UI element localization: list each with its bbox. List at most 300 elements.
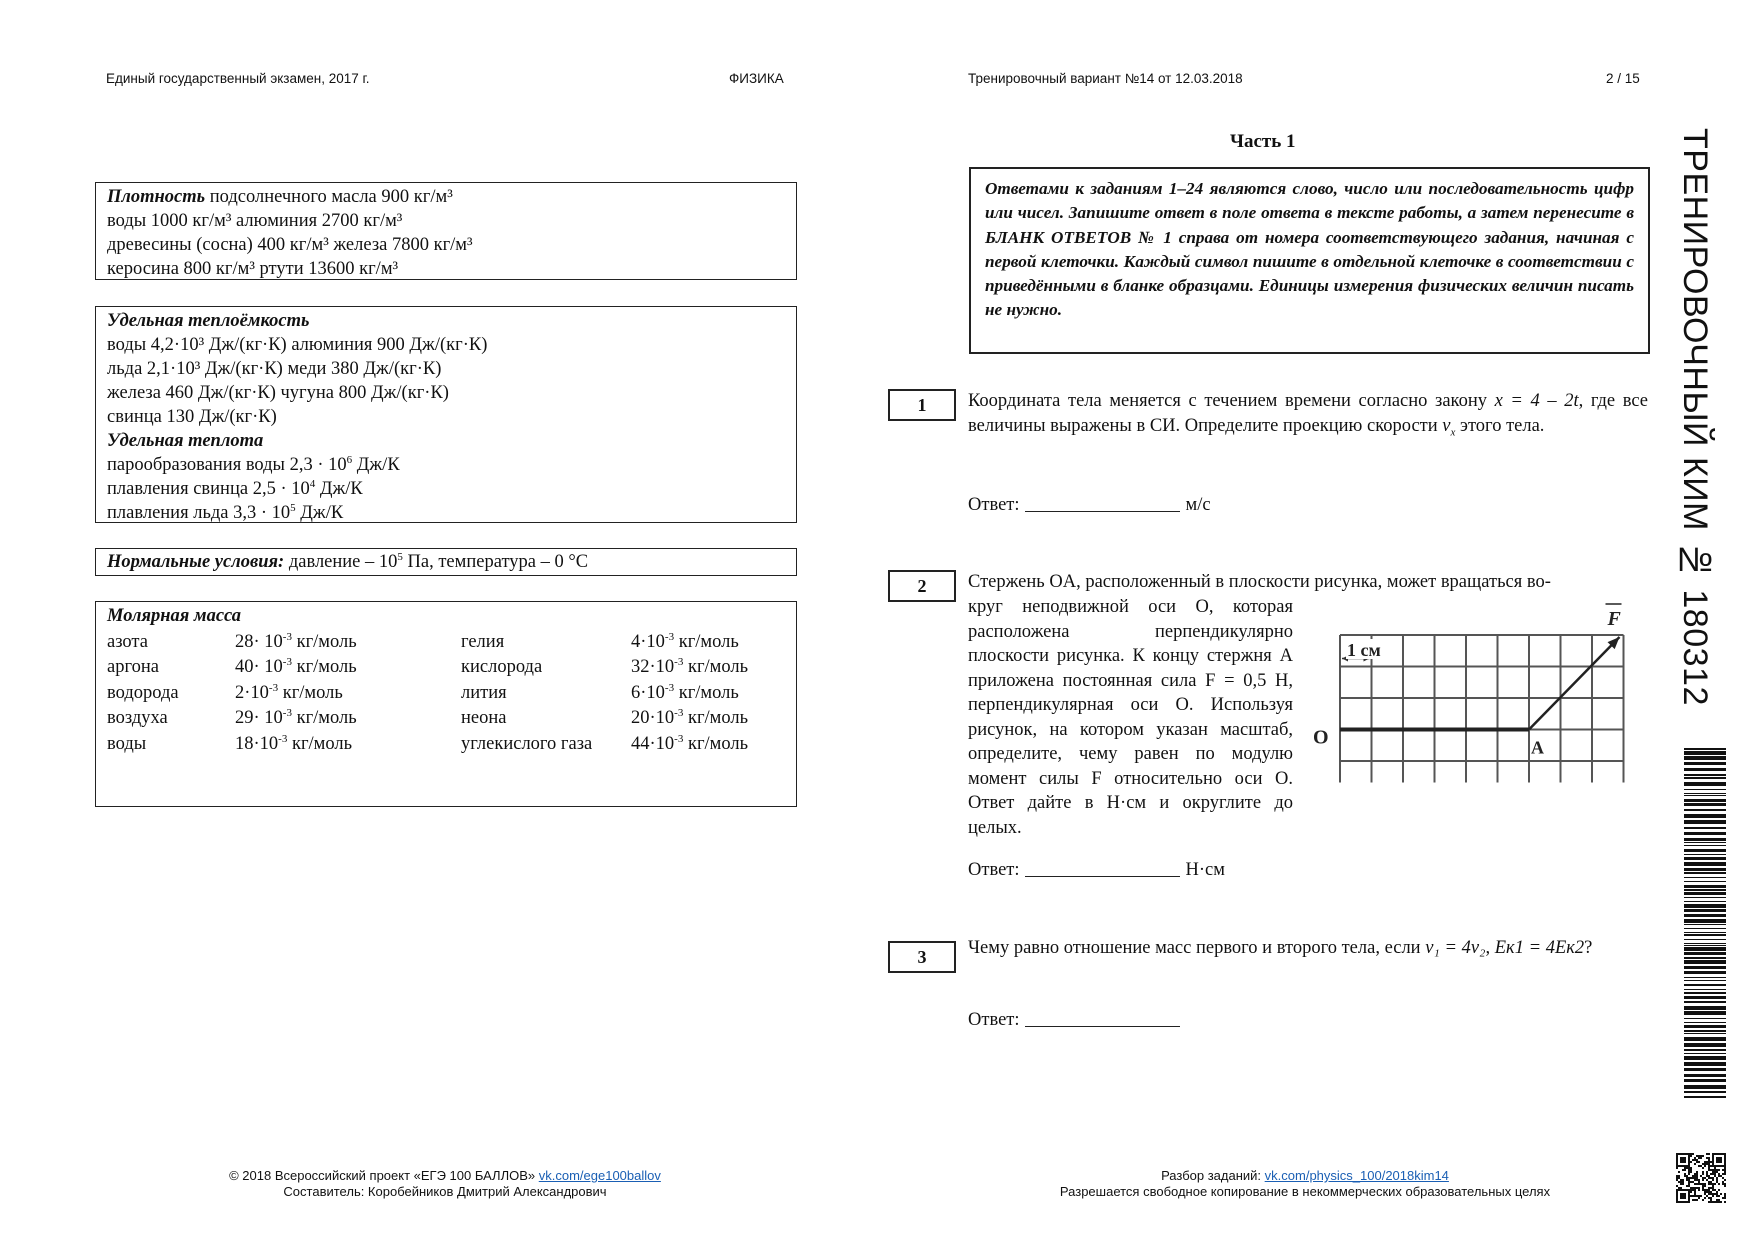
qr-finder-center (1680, 1157, 1686, 1163)
barcode-bar (1684, 1022, 1726, 1023)
qr-module (1694, 1163, 1696, 1165)
ege100-link[interactable]: vk.com/ege100ballov (538, 1168, 661, 1183)
header-variant: Тренировочный вариант №14 от 12.03.2018 (968, 71, 1243, 86)
qr-module (1716, 1193, 1718, 1195)
qr-module (1722, 1173, 1724, 1175)
barcode-bar (1684, 814, 1726, 818)
qr-module (1686, 1185, 1688, 1187)
answer-2 (968, 858, 1225, 881)
barcode-bar (1684, 901, 1726, 902)
qr-module (1686, 1179, 1688, 1181)
qr-module (1718, 1183, 1720, 1185)
qr-module (1694, 1159, 1696, 1161)
specific-heat-row: парообразования воды $2,3 \cdot 10^6$ Дж/К (107, 453, 400, 475)
qr-module (1694, 1189, 1696, 1191)
molar-substance-name: водорода (107, 682, 179, 703)
barcode-bar (1684, 854, 1726, 855)
qr-module (1698, 1157, 1700, 1159)
qr-module (1724, 1185, 1726, 1187)
qr-module (1688, 1171, 1690, 1173)
qr-module (1680, 1181, 1682, 1183)
specific-heat-row: плавления льда $3,3 \cdot 10^5$ Дж/К (107, 501, 344, 523)
qr-module (1700, 1155, 1702, 1157)
qr-module (1678, 1177, 1680, 1179)
qr-module (1704, 1163, 1706, 1165)
molar-substance-name: углекислого газа (461, 733, 593, 754)
qr-module (1706, 1163, 1708, 1165)
qr-module (1692, 1195, 1694, 1197)
header-exam-title: Единый государственный экзамен, 2017 г. (106, 71, 370, 86)
qr-module (1718, 1173, 1720, 1175)
qr-module (1698, 1155, 1700, 1157)
footer-left: © 2018 Всероссийский проект «ЕГЭ 100 БАЛЛОВ» vk.com/ege100ballov Составитель: Коробейников Дмитрий Александрович (229, 1168, 661, 1199)
qr-module (1704, 1197, 1706, 1199)
heat-capacity-line: свинца 130 Дж/(кг·К) (107, 407, 277, 427)
qr-module (1706, 1175, 1708, 1177)
qr-module (1708, 1183, 1710, 1185)
answer-label: Ответ: (968, 860, 1020, 880)
qr-module (1718, 1169, 1720, 1171)
qr-module (1708, 1157, 1710, 1159)
barcode-bar (1684, 1085, 1726, 1089)
barcode-bar (1684, 820, 1726, 824)
qr-module (1704, 1183, 1706, 1185)
qr-module (1684, 1175, 1686, 1177)
molar-value: $44\cdot 10^{-3}$ кг/моль (631, 732, 749, 754)
qr-module (1710, 1177, 1712, 1179)
qr-module (1680, 1187, 1682, 1189)
normal-conditions-title: Нормальные условия: (107, 552, 285, 572)
qr-module (1698, 1179, 1700, 1181)
qr-module (1694, 1195, 1696, 1197)
qr-module (1710, 1169, 1712, 1171)
qr-module (1708, 1201, 1710, 1203)
qr-module (1712, 1189, 1714, 1191)
qr-module (1678, 1181, 1680, 1183)
barcode-bar (1684, 977, 1726, 978)
qr-module (1712, 1195, 1714, 1197)
molar-substance-name: азота (107, 631, 148, 652)
molar-substance-name: кислорода (461, 657, 543, 677)
qr-module (1716, 1169, 1718, 1171)
qr-module (1708, 1197, 1710, 1199)
qr-module (1698, 1161, 1700, 1163)
qr-module (1702, 1199, 1704, 1201)
qr-finder-center (1680, 1193, 1686, 1199)
qr-module (1696, 1187, 1698, 1189)
lever-force-diagram (1300, 595, 1640, 795)
barcode-bar (1684, 877, 1726, 878)
qr-module (1708, 1165, 1710, 1167)
barcode-bar (1684, 762, 1726, 765)
qr-module (1696, 1161, 1698, 1163)
qr-module (1716, 1179, 1718, 1181)
qr-module (1712, 1179, 1714, 1181)
barcode-bar (1684, 980, 1726, 981)
density-line: керосина 800 кг/м³ ртути 13600 кг/м³ (107, 259, 399, 279)
qr-module (1682, 1181, 1684, 1183)
barcode-bar (1684, 1068, 1726, 1071)
qr-module (1714, 1201, 1716, 1203)
qr-module (1720, 1201, 1722, 1203)
barcode-bar (1684, 904, 1726, 908)
barcode-bar (1684, 782, 1726, 786)
qr-module (1676, 1167, 1678, 1169)
barcode-bar (1684, 989, 1726, 990)
qr-module (1694, 1179, 1696, 1181)
qr-module (1692, 1175, 1694, 1177)
qr-module (1682, 1179, 1684, 1181)
molar-value: $40\cdot 10^{-3}$ кг/моль (235, 655, 357, 677)
barcode-bar (1684, 777, 1726, 779)
qr-module (1684, 1173, 1686, 1175)
qr-module (1702, 1189, 1704, 1191)
answer-unit: м/с (1185, 495, 1211, 515)
qr-module (1688, 1181, 1690, 1183)
qr-module (1704, 1189, 1706, 1191)
qr-module (1690, 1191, 1692, 1193)
qr-module (1710, 1165, 1712, 1167)
molar-substance-name: воздуха (107, 708, 168, 728)
qr-module (1720, 1175, 1722, 1177)
qr-module (1686, 1177, 1688, 1179)
qr-module (1710, 1173, 1712, 1175)
question-2-first-line: Стержень OA, расположенный в плоскости рисунка, может вращаться во- (968, 572, 1551, 592)
qr-module (1690, 1155, 1692, 1157)
qr-module (1718, 1175, 1720, 1177)
qr-module (1698, 1189, 1700, 1191)
barcode-bar (1684, 1091, 1726, 1093)
qr-module (1706, 1195, 1708, 1197)
qr-module (1676, 1179, 1678, 1181)
qr-finder-center (1716, 1157, 1722, 1163)
qr-module (1708, 1167, 1710, 1169)
qr-module (1688, 1169, 1690, 1171)
barcode-bar (1684, 919, 1726, 923)
qr-module (1708, 1189, 1710, 1191)
barcode-bar (1684, 934, 1726, 936)
barcode-bar (1684, 960, 1726, 964)
qr-module (1694, 1175, 1696, 1177)
barcode-bar (1684, 1062, 1726, 1066)
question-number-box: 1 (888, 389, 956, 421)
answer-field[interactable] (1025, 493, 1180, 512)
qr-module (1718, 1201, 1720, 1203)
qr-module (1710, 1193, 1712, 1195)
density-line: подсолнечного масла 900 кг/м³ (209, 187, 453, 207)
qr-module (1688, 1177, 1690, 1179)
vertical-kim-title: ТРЕНИРОВОЧНЫЙ КИМ № 180312 (1676, 128, 1714, 706)
qr-module (1724, 1183, 1726, 1185)
qr-module (1720, 1193, 1722, 1195)
barcode-bar (1684, 1049, 1726, 1051)
molar-value: $4\cdot 10^{-3}$ кг/моль (631, 630, 739, 652)
force-label: F (1607, 608, 1621, 630)
qr-module (1688, 1183, 1690, 1185)
qr-module (1700, 1195, 1702, 1197)
qr-module (1696, 1179, 1698, 1181)
qr-module (1704, 1191, 1706, 1193)
density-line: древесины (сосна) 400 кг/м³ железа 7800 кг/м³ (107, 235, 473, 255)
qr-module (1690, 1153, 1692, 1155)
qr-module (1690, 1161, 1692, 1163)
qr-module (1704, 1177, 1706, 1179)
qr-module (1682, 1169, 1684, 1171)
qr-module (1712, 1201, 1714, 1203)
qr-module (1722, 1197, 1724, 1199)
qr-module (1696, 1199, 1698, 1201)
barcode-bar (1684, 795, 1726, 796)
qr-module (1718, 1199, 1720, 1201)
qr-module (1710, 1183, 1712, 1185)
qr-module (1708, 1191, 1710, 1193)
qr-module (1694, 1193, 1696, 1195)
qr-module (1724, 1167, 1726, 1169)
instructions-box: Ответами к заданиям 1–24 являются слово, число или последовательность цифр или чисел. Запишите ответ в поле ответа в тексте работы, а затем перенесите в БЛАНК ОТВЕТОВ № 1 справа от номера соответствующего задания, начиная с первой клеточки. Каждый символ пишите в отдельной клеточке в соответствии с приведёнными в бланке образцами. Единицы измерения физических величин писать не нужно. (969, 167, 1650, 354)
qr-module (1718, 1189, 1720, 1191)
barcode-bar (1684, 1011, 1726, 1015)
qr-module (1696, 1175, 1698, 1177)
qr-module (1702, 1155, 1704, 1157)
point-o-label: O (1313, 726, 1329, 749)
qr-module (1724, 1169, 1726, 1171)
answer-field[interactable] (1025, 1008, 1180, 1027)
barcode-bar (1684, 849, 1726, 852)
qr-module (1708, 1163, 1710, 1165)
qr-module (1708, 1161, 1710, 1163)
barcode-bar (1684, 984, 1726, 986)
barcode-bar (1684, 881, 1726, 882)
qr-module (1712, 1171, 1714, 1173)
barcode-bar (1684, 909, 1726, 912)
qr-module (1724, 1197, 1726, 1199)
qr-module (1702, 1187, 1704, 1189)
qr-module (1684, 1167, 1686, 1169)
barcode-bar (1684, 971, 1726, 974)
barcode-bar (1684, 768, 1726, 771)
qr-module (1706, 1179, 1708, 1181)
qr-module (1714, 1183, 1716, 1185)
qr-module (1706, 1191, 1708, 1193)
qr-module (1678, 1187, 1680, 1189)
molar-mass-box (95, 601, 797, 807)
barcode-bar (1684, 842, 1726, 843)
qr-module (1694, 1187, 1696, 1189)
qr-module (1716, 1181, 1718, 1183)
barcode-bar (1684, 957, 1726, 959)
qr-module (1698, 1197, 1700, 1199)
barcode-bar (1684, 932, 1726, 933)
qr-module (1706, 1161, 1708, 1163)
barcode-bar (1684, 928, 1726, 929)
qr-module (1708, 1159, 1710, 1161)
normal-conditions-box: Нормальные условия: давление – $10^5$ Па, температура – 0 °С (95, 548, 797, 576)
barcode-bar (1684, 827, 1726, 829)
qr-module (1688, 1173, 1690, 1175)
molar-value: $2\cdot 10^{-3}$ кг/моль (235, 681, 343, 703)
answer-field[interactable] (1025, 858, 1180, 877)
barcode-bar (1684, 1056, 1726, 1060)
qr-module (1716, 1191, 1718, 1193)
barcode-bar (1684, 966, 1726, 969)
molar-substance-name: воды (107, 733, 147, 754)
barcode-bar (1684, 943, 1726, 944)
qr-module (1690, 1187, 1692, 1189)
density-box (95, 182, 797, 280)
qr-module (1704, 1161, 1706, 1163)
barcode-bar (1684, 1096, 1726, 1098)
heat-capacity-line: льда 2,1·10³ Дж/(кг·К) меди 380 Дж/(кг·К) (107, 359, 442, 379)
qr-code-icon (1676, 1153, 1726, 1203)
qr-module (1702, 1171, 1704, 1173)
qr-module (1704, 1165, 1706, 1167)
barcode-bar (1684, 756, 1726, 760)
qr-module (1694, 1183, 1696, 1185)
qr-module (1710, 1161, 1712, 1163)
qr-module (1696, 1159, 1698, 1161)
qr-module (1722, 1177, 1724, 1179)
qr-module (1702, 1185, 1704, 1187)
qr-module (1690, 1169, 1692, 1171)
qr-module (1694, 1191, 1696, 1193)
qr-module (1718, 1195, 1720, 1197)
qr-module (1698, 1165, 1700, 1167)
molar-substance-name: гелия (461, 631, 505, 652)
qr-module (1716, 1201, 1718, 1203)
qr-module (1702, 1177, 1704, 1179)
barcode-icon (1684, 748, 1726, 1100)
barcode-bar (1684, 952, 1726, 955)
density-title: Плотность (107, 187, 206, 207)
qr-module (1708, 1175, 1710, 1177)
question-1-text: Координата тела меняется с течением времени согласно закону x = 4 – 2t, где все величины выражены в СИ. Определите проекцию скорости $v_x$ этого тела. (968, 391, 1648, 439)
qr-module (1710, 1201, 1712, 1203)
qr-module (1722, 1183, 1724, 1185)
molar-value: $29\cdot 10^{-3}$ кг/моль (235, 706, 357, 728)
qr-module (1722, 1181, 1724, 1183)
barcode-bar (1684, 862, 1726, 866)
header-subject: ФИЗИКА (729, 71, 784, 86)
qr-module (1696, 1171, 1698, 1173)
barcode-bar (1684, 1018, 1726, 1019)
qr-module (1696, 1155, 1698, 1157)
heat-capacity-title: Удельная теплоёмкость (107, 311, 310, 331)
molar-substance-name: неона (461, 708, 507, 728)
qr-module (1702, 1167, 1704, 1169)
qr-module (1690, 1171, 1692, 1173)
barcode-bar (1684, 939, 1726, 940)
qr-module (1678, 1175, 1680, 1177)
qr-module (1710, 1187, 1712, 1189)
qr-module (1688, 1167, 1690, 1169)
barcode-bar (1684, 789, 1726, 790)
qr-module (1698, 1183, 1700, 1185)
qr-module (1700, 1165, 1702, 1167)
qr-module (1702, 1183, 1704, 1185)
qr-module (1686, 1167, 1688, 1169)
qr-module (1676, 1185, 1678, 1187)
qr-module (1716, 1195, 1718, 1197)
qr-module (1714, 1171, 1716, 1173)
qr-module (1692, 1199, 1694, 1201)
qr-module (1716, 1177, 1718, 1179)
barcode-bar (1684, 748, 1726, 750)
qr-module (1714, 1167, 1716, 1169)
qr-module (1690, 1195, 1692, 1197)
qr-module (1692, 1153, 1694, 1155)
barcode-bar (1684, 868, 1726, 871)
qr-module (1696, 1195, 1698, 1197)
qr-module (1708, 1153, 1710, 1155)
molar-substance-name: аргона (107, 657, 159, 677)
barcode-bar (1684, 1079, 1726, 1082)
qr-module (1692, 1159, 1694, 1161)
barcode-bar (1684, 774, 1726, 776)
qr-module (1716, 1171, 1718, 1173)
qr-module (1710, 1181, 1712, 1183)
qr-module (1714, 1173, 1716, 1175)
molar-value: $32\cdot 10^{-3}$ кг/моль (631, 655, 749, 677)
heat-capacity-box (95, 306, 797, 523)
barcode-bar (1684, 914, 1726, 917)
barcode-bar (1684, 1001, 1726, 1003)
qr-module (1694, 1173, 1696, 1175)
barcode-bar (1684, 803, 1726, 806)
qr-module (1692, 1181, 1694, 1183)
qr-module (1690, 1177, 1692, 1179)
barcode-bar (1684, 885, 1726, 888)
question-number-box: 2 (888, 570, 956, 602)
qr-module (1708, 1181, 1710, 1183)
barcode-bar (1684, 1006, 1726, 1010)
qr-module (1680, 1179, 1682, 1181)
qr-module (1698, 1195, 1700, 1197)
answer-label: Ответ: (968, 1010, 1020, 1030)
qr-module (1710, 1197, 1712, 1199)
qr-module (1678, 1171, 1680, 1173)
qr-module (1702, 1179, 1704, 1181)
formula: x = 4 – 2t (1494, 391, 1579, 411)
question-number-box: 3 (888, 941, 956, 973)
qr-module (1692, 1189, 1694, 1191)
qr-module (1686, 1175, 1688, 1177)
question-2-text: круг неподвижной оси O, которая расположена перпендикулярно плоскости рисунка. К концу стержня A приложена постоянная сила F = 0,5 Н, перпендикулярная оси O. Используя рисунок, на котором указан масштаб, определите, чему равен по модулю момент силы F относительно оси O. Ответ дайте в Н·см и округлите до целых. (968, 597, 1293, 838)
specific-heat-title: Удельная теплота (107, 431, 264, 451)
qr-module (1696, 1177, 1698, 1179)
footer-right: Разбор заданий: vk.com/physics_100/2018kim14 Разрешается свободное копирование в некоммерческих образовательных целях (1059, 1168, 1551, 1199)
molar-substance-name: лития (461, 682, 507, 703)
answer-1 (968, 493, 1211, 516)
barcode-bar (1684, 832, 1726, 835)
qr-module (1712, 1169, 1714, 1171)
barcode-bar (1684, 1030, 1726, 1032)
header-page-number: 2 / 15 (1606, 71, 1640, 86)
barcode-bar (1684, 892, 1726, 895)
heat-capacity-line: воды 4,2·10³ Дж/(кг·К) алюминия 900 Дж/(кг·К) (107, 335, 488, 355)
qr-module (1676, 1175, 1678, 1177)
qr-module (1706, 1173, 1708, 1175)
barcode-bar (1684, 1053, 1726, 1054)
qr-module (1690, 1167, 1692, 1169)
qr-module (1708, 1177, 1710, 1179)
answer-label: Ответ: (968, 495, 1020, 515)
physics-analysis-link[interactable]: vk.com/physics_100/2018kim14 (1264, 1168, 1449, 1183)
qr-module (1694, 1199, 1696, 1201)
qr-module (1684, 1169, 1686, 1171)
qr-module (1688, 1185, 1690, 1187)
qr-module (1698, 1187, 1700, 1189)
qr-module (1708, 1193, 1710, 1195)
